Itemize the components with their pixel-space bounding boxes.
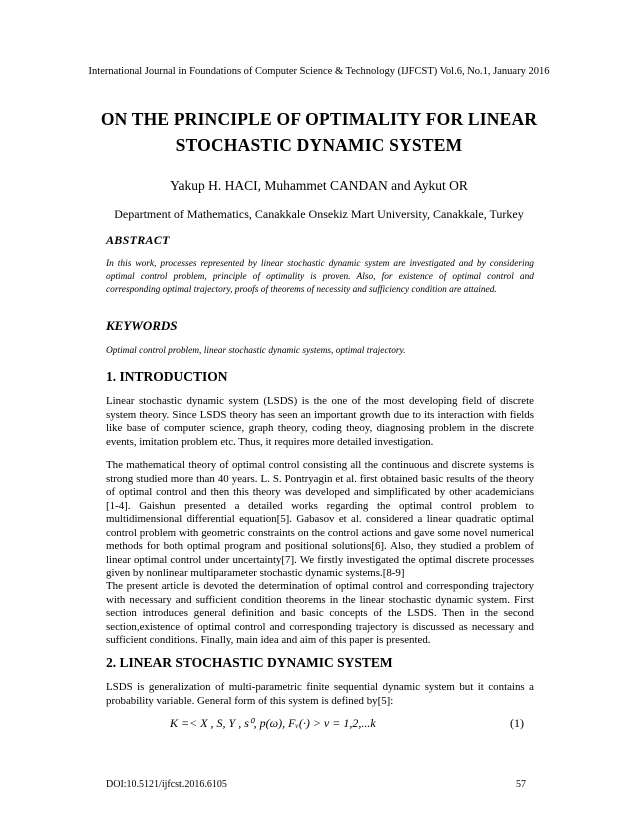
section-1-paragraph-3: The present article is devoted the determination of optimal control and corresponding trajectory with necessary and sufficient condition theorems in the linear stochastic dynamic system. First section introduces general definition and basic concepts of the LSDS. Then in the second section,existence of optimal control and corresponding trajectory is discussed as necessary and sufficient conditions. Finally, main idea and aim of this paper is presented. xyxy=(106,580,534,646)
authors: Yakup H. HACI, Muhammet CANDAN and Aykut OR xyxy=(170,178,468,193)
keywords-text: Optimal control problem, linear stochastic dynamic systems, optimal trajectory. xyxy=(106,346,406,356)
equation-1-number: (1) xyxy=(510,716,524,730)
title-line-1: ON THE PRINCIPLE OF OPTIMALITY FOR LINEAR xyxy=(100,109,538,129)
section-1-heading: 1. INTRODUCTION xyxy=(106,369,228,384)
section-2-paragraph-1: LSDS is generalization of multi-parametric finite sequential dynamic system but it contains a probability variable. General form of this system is defined by[5]: xyxy=(106,681,534,707)
section-1-paragraph-2: The mathematical theory of optimal control consisting all the continuous and discrete systems is strong studied more than 40 years. L. S. Pontryagin et al. first obtained basic results of the theory of optimal control and then this theory was developed and simplificated by other academicians [1-4]. Gaishun presented a detailed works regarding the optimal control problem to multidimensional differential equation[5]. Gabasov et al. considered a linear quadratic optimal control problem with geometric constraints on the control actions and gave some novel numerical methods for both optimal program and positional solutions[6]. Also, they studied a problem of linear optimal control under uncertainty[7]. We firstly investigated the optimal discrete processes given by nonlinear multiparameter stochastic dynamic systems.[8-9] xyxy=(106,459,534,579)
section-1-paragraph-1: Linear stochastic dynamic system (LSDS) is the one of the most developing field of discrete system theory. Since LSDS theory has seen an important growth due to its interaction with fields like base of computer science, graph theory, coding theoy, diagnosing problem in the discrete events, imitation problem etc. Thus, it requires more detailed investigation. xyxy=(106,395,534,448)
paper-title xyxy=(0,106,638,158)
journal-header: International Journal in Foundations of Computer Science & Technology (IJFCST) Vol.6, No.1, January 2016 xyxy=(88,66,550,77)
title-line-2: STOCHASTIC DYNAMIC SYSTEM xyxy=(175,135,463,155)
keywords-heading: KEYWORDS xyxy=(106,318,178,333)
abstract-text: In this work, processes represented by linear stochastic dynamic system are investigated and by considering optimal control problem, principle of optimality is proven. Also, for existence of optimal control and corresponding optimal trajectory, proofs of theorems of necessity and sufficiency condition are attained. xyxy=(106,259,534,296)
abstract-heading: ABSTRACT xyxy=(106,233,170,247)
section-2-heading: 2. LINEAR STOCHASTIC DYNAMIC SYSTEM xyxy=(106,655,393,670)
doi: DOI:10.5121/ijfcst.2016.6105 xyxy=(106,779,227,790)
equation-1: K =< X , S, Y , s⁰, p(ω), Fᵥ(·) > v = 1,2,...k xyxy=(170,716,376,730)
affiliation: Department of Mathematics, Canakkale Onsekiz Mart University, Canakkale, Turkey xyxy=(114,207,524,221)
page-number: 57 xyxy=(516,779,526,790)
